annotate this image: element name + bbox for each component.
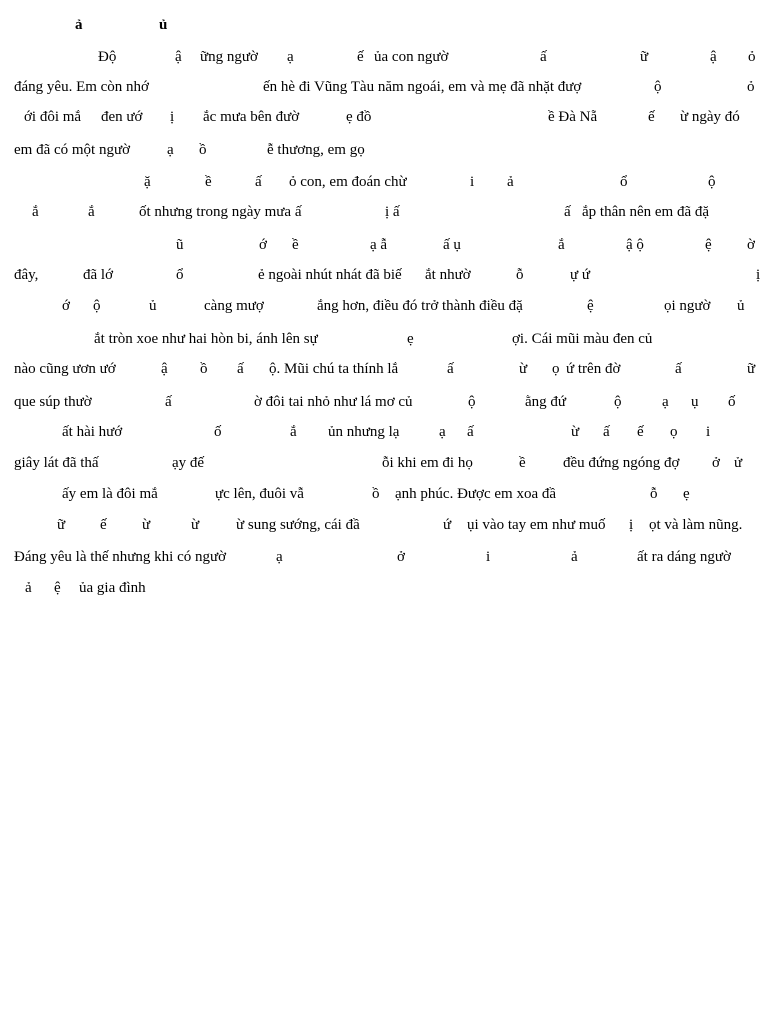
text-line [0,390,768,414]
text-fragment: ấ [165,394,172,410]
text-fragment: ứ [443,517,452,533]
text-line [0,513,768,537]
text-fragment: ữ [640,49,649,65]
text-fragment: ồ [199,142,207,158]
text-fragment: ấ [564,204,571,220]
text-fragment: ộ [654,79,662,95]
text-fragment: ạ [167,142,174,158]
text-line [0,545,768,569]
text-fragment: ả [25,580,32,596]
text-fragment: ồ [372,486,380,502]
text-line [0,170,768,194]
text-fragment: ừ sung sướng, cái đầ [236,517,360,533]
text-fragment: ất ra dáng ngườ [637,549,731,565]
text-fragment: ấ [603,424,610,440]
text-line [0,327,768,351]
text-fragment: ủa con ngườ [374,49,449,65]
text-fragment: ấ [467,424,474,440]
text-fragment: ững ngườ [200,49,258,65]
text-fragment: ữ [747,361,756,377]
text-fragment: ất hài hướ [62,424,123,440]
text-fragment: ế [648,109,655,125]
text-fragment: ừ [571,424,580,440]
text-fragment: ế [100,517,107,533]
text-fragment: ậ [161,361,168,377]
heading-fragment: ả [75,17,83,33]
text-fragment: ề [205,174,212,190]
text-line [0,105,768,129]
text-fragment: ấ [237,361,244,377]
text-fragment: ạ [439,424,446,440]
text-fragment: ế [357,49,364,65]
text-fragment: ẹ [683,486,690,502]
text-fragment: ấ ụ [443,237,461,253]
text-fragment: đã lớ [83,267,114,283]
text-fragment: ủ [149,298,157,314]
text-fragment: Độ [98,49,117,65]
text-fragment: ớ [259,237,267,253]
text-fragment: que súp thườ [14,394,92,410]
text-fragment: ồ [200,361,208,377]
text-fragment: ọ [670,424,678,440]
text-fragment: ộ. Mũi chú ta thính lắ [269,361,399,377]
text-line [0,420,768,444]
text-fragment: ọi ngườ [664,298,711,314]
text-fragment: ũ [176,237,184,253]
text-fragment: ộ [614,394,622,410]
text-fragment: ẻ ngoài nhút nhát đã biế [258,267,402,283]
text-line [0,200,768,224]
text-fragment: ử [734,455,743,471]
text-fragment: ữ [57,517,66,533]
text-fragment: ạ [662,394,669,410]
text-line [0,357,768,381]
text-fragment: ấ [540,49,547,65]
text-fragment: ỏ [747,79,755,95]
text-fragment: ở [397,549,405,565]
text-fragment: ổ [620,174,628,190]
text-fragment: ị [756,267,761,283]
text-fragment: ộ [708,174,716,190]
text-line [0,75,768,99]
text-fragment: ắt tròn xoe như hai hòn bi, ánh lên sự [94,331,318,347]
text-fragment: ừ [519,361,528,377]
text-fragment: ụ [691,394,699,410]
text-fragment: ắp thân nên em đã đặ [582,204,710,220]
text-fragment: ề [519,455,526,471]
text-fragment: ừ [191,517,200,533]
text-fragment: ờ đôi tai nhỏ như lá mơ củ [254,394,413,410]
text-fragment: ỏ [748,49,756,65]
text-fragment: ẹ đồ [346,109,372,125]
text-fragment: ậ [175,49,182,65]
text-fragment: ắng hơn, điều đó trở thành điều đặ [317,298,523,314]
text-fragment: ắc mưa bên đườ [203,109,300,125]
text-fragment: ạ ẫ [370,237,388,253]
text-fragment: ắ [88,204,95,220]
text-fragment: ằng đứ [525,394,567,410]
text-fragment: ỗ [650,486,658,502]
text-fragment: ủa gia đình [79,580,146,596]
text-line [0,233,768,257]
text-fragment: ỏ con, em đoán chừ [289,174,407,190]
text-fragment: ệ [705,237,712,253]
text-line [0,45,768,69]
text-fragment: đáng yêu. Em còn nhớ [14,79,149,95]
text-fragment: ở [712,455,720,471]
text-fragment: ắ [558,237,565,253]
text-fragment: Đáng yêu là thế nhưng khi có ngườ [14,549,227,565]
text-fragment: ộ [468,394,476,410]
text-fragment: ấ [447,361,454,377]
text-fragment: nào cũng ươn ướ [14,361,116,377]
text-line [0,576,768,600]
text-fragment: ề Đà Nẵ [548,109,598,125]
text-fragment: ới đôi mắ [24,109,82,125]
document-heading [0,13,768,37]
text-fragment: ạnh phúc. Được em xoa đầ [395,486,557,502]
text-fragment: ớ [62,298,70,314]
text-fragment: càng mượ [204,298,264,314]
text-line [0,294,768,318]
text-fragment: đây, [14,267,39,283]
text-line [0,482,768,506]
text-fragment: ắ [290,424,297,440]
text-fragment: ủ [737,298,745,314]
text-fragment: ạ [287,49,294,65]
text-fragment: ỗ [516,267,524,283]
text-line [0,263,768,287]
text-fragment: ị ấ [385,204,400,220]
text-fragment: ỗi khi em đi họ [382,455,473,471]
text-fragment: ấ [255,174,262,190]
text-fragment: ờ [747,237,755,253]
text-fragment: em đã có một ngườ [14,142,131,158]
text-fragment: ứ trên đờ [566,361,621,377]
text-fragment: ự ứ [570,267,591,283]
text-fragment: ệ [54,580,61,596]
text-line [0,451,768,475]
text-fragment: ố [214,424,222,440]
text-fragment: ấy em là đôi mắ [62,486,158,502]
text-fragment: ố [728,394,736,410]
text-line [0,138,768,162]
text-fragment: ả [571,549,578,565]
text-fragment: ến hè đi Vũng Tàu năm ngoái, em và mẹ đã nhặt đượ [263,79,582,95]
text-fragment: ấ [675,361,682,377]
text-fragment: ọt và làm nũng. [649,517,743,533]
text-fragment: ậ [710,49,717,65]
text-fragment: ặ [144,174,151,190]
text-fragment: ọ [552,361,560,377]
text-fragment: ậ ộ [626,237,644,253]
text-fragment: ốt nhưng trong ngày mưa ấ [139,204,302,220]
text-fragment: ị [629,517,634,533]
text-fragment: ị [170,109,175,125]
text-fragment: ắ [32,204,39,220]
text-fragment: ụi vào tay em như muố [467,517,606,533]
text-fragment: ế [637,424,644,440]
text-fragment: ừ [142,517,151,533]
text-fragment: i [486,549,491,565]
text-fragment: ễ thương, em gọ [267,142,365,158]
text-fragment: đều đứng ngóng đợ [563,455,680,471]
text-fragment: ủn nhưng lạ [328,424,400,440]
text-fragment: ợi. Cái mũi màu đen củ [512,331,653,347]
text-fragment: ừ ngày đó [680,109,740,125]
text-fragment: ạy đế [172,455,205,471]
text-fragment: đen ướ [101,109,143,125]
text-fragment: ẹ [407,331,414,347]
text-fragment: ực lên, đuôi vẫ [215,486,304,502]
heading-fragment: ủ [159,17,168,33]
text-fragment: giây lát đã thấ [14,455,99,471]
text-fragment: ạ [276,549,283,565]
text-fragment: ả [507,174,514,190]
text-fragment: i [706,424,711,440]
text-fragment: ề [292,237,299,253]
text-fragment: ệ [587,298,594,314]
text-fragment: ắt nhườ [425,267,471,283]
text-fragment: i [470,174,475,190]
text-fragment: ổ [176,267,184,283]
text-fragment: ộ [93,298,101,314]
